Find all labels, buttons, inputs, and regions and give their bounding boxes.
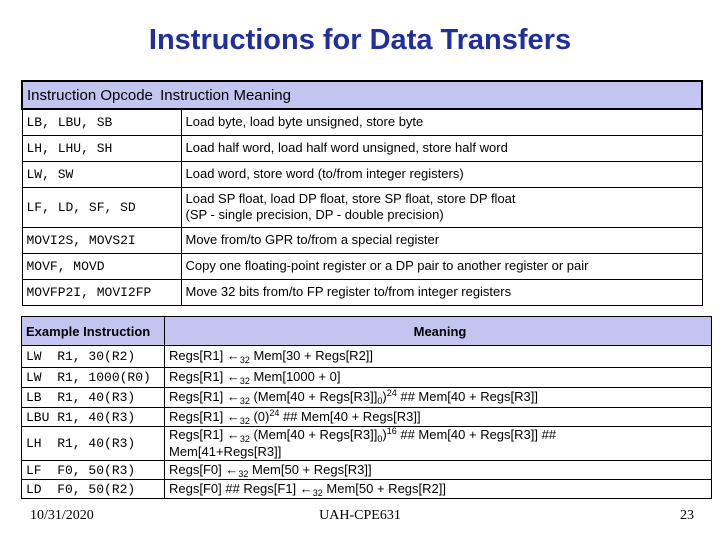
example-meaning-cell: [165, 480, 712, 499]
meaning-text: Regs[F0] ## Regs[F1]: [169, 480, 300, 496]
meaning-cell: Load half word, load half word unsigned, store half word: [181, 135, 702, 161]
meaning-text: ): [382, 427, 387, 442]
example-row: [22, 480, 712, 499]
meaning-text: ## Mem[40 + Regs[R3]] ##: [396, 427, 557, 442]
opcode-row: [22, 135, 702, 161]
meaning-line: [169, 427, 711, 444]
meaning-cell: [181, 187, 702, 227]
meaning-text: Mem[1000 + 0]: [249, 369, 341, 384]
slide-title: Instructions for Data Transfers: [148, 24, 572, 56]
meaning-text: ): [382, 389, 387, 404]
opcodes-table: [21, 80, 703, 306]
meaning-text: Regs[R1]: [169, 408, 227, 424]
opcodes-header-cell: [22, 81, 702, 109]
meaning-column-header: Meaning: [165, 317, 712, 346]
footer-course: UAH-CPE631: [319, 508, 401, 523]
replication-superscript: 24: [386, 388, 397, 398]
meaning-text: ## Mem[40 + Regs[R3]]: [396, 389, 538, 404]
example-row: [22, 408, 712, 427]
example-row: [22, 388, 712, 408]
opcode-cell: MOVFP2I, MOVI2FP: [22, 279, 181, 305]
meaning-text: Regs[R1]: [169, 348, 227, 363]
opcode-cell: LB, LBU, SB: [22, 109, 181, 135]
opcode-row: [22, 109, 702, 135]
meaning-cell: Move 32 bits from/to FP register to/from integer registers: [181, 279, 702, 305]
example-cell: LH R1, 40(R3): [22, 427, 165, 461]
example-meaning-cell: [165, 388, 712, 408]
examples-table-header: [22, 317, 712, 346]
meaning-line: (SP - single precision, DP - double precision): [185, 207, 444, 222]
arrow-subscript: 32: [312, 487, 323, 498]
arrow-subscript: 32: [239, 376, 250, 386]
opcode-row: [22, 253, 702, 279]
left-arrow-icon: ←: [226, 389, 240, 404]
meaning-text: Regs[R1]: [169, 427, 227, 442]
example-row: [22, 427, 712, 461]
meaning-text: Mem[30 + Regs[R2]]: [249, 348, 374, 363]
meaning-text: Mem[50 + Regs[R3]]: [248, 461, 372, 477]
left-arrow-icon: ←: [226, 348, 240, 363]
example-cell: LW R1, 1000(R0): [22, 368, 165, 388]
opcodes-table-header: [22, 81, 702, 109]
arrow-subscript: 32: [239, 415, 250, 426]
left-arrow-icon: ←: [226, 427, 240, 442]
meaning-cell: Load byte, load byte unsigned, store byte: [181, 109, 702, 135]
meaning-line: Mem[41+Regs[R3]]: [169, 444, 282, 459]
opcode-cell: LF, LD, SF, SD: [22, 187, 181, 227]
meaning-cell: Load word, store word (to/from integer registers): [181, 161, 702, 187]
opcode-column-header: Instruction Opcode: [27, 86, 153, 104]
page-number: 23: [680, 508, 694, 523]
left-arrow-icon: ←: [299, 480, 313, 496]
opcode-row: [22, 279, 702, 305]
opcode-row: [22, 161, 702, 187]
opcode-row: [22, 187, 702, 227]
example-cell: LBU R1, 40(R3): [22, 408, 165, 427]
bit-subscript: 0: [377, 396, 383, 406]
left-arrow-icon: ←: [226, 369, 240, 384]
example-meaning-cell: [165, 427, 712, 461]
meaning-column-header: Instruction Meaning: [160, 86, 291, 104]
meaning-text: Regs[R1]: [169, 369, 227, 384]
examples-table: [21, 316, 712, 499]
footer-date: 10/31/2020: [30, 508, 94, 523]
example-row: [22, 368, 712, 388]
meaning-text: ## Mem[40 + Regs[R3]]: [279, 408, 421, 424]
meaning-text: (Mem[40 + Regs[R3]]: [249, 427, 378, 442]
example-meaning-cell: [165, 346, 712, 368]
example-row: [22, 461, 712, 480]
meaning-line: Load SP float, load DP float, store SP float, store DP float: [185, 191, 516, 206]
opcode-row: [22, 227, 702, 253]
replication-superscript: 24: [269, 407, 280, 418]
opcode-cell: LH, LHU, SH: [22, 135, 181, 161]
example-cell: LW R1, 30(R2): [22, 346, 165, 368]
meaning-text: Mem[50 + Regs[R2]]: [322, 480, 446, 496]
opcode-cell: MOVF, MOVD: [22, 253, 181, 279]
opcode-cell: LW, SW: [22, 161, 181, 187]
meaning-text: Regs[R1]: [169, 389, 227, 404]
example-cell: LB R1, 40(R3): [22, 388, 165, 408]
meaning-text: Regs[F0]: [169, 461, 226, 477]
meaning-text: (Mem[40 + Regs[R3]]: [249, 389, 378, 404]
example-meaning-cell: [165, 461, 712, 480]
example-column-header: Example Instruction: [22, 317, 165, 346]
replication-superscript: 16: [386, 426, 397, 436]
arrow-subscript: 32: [239, 355, 250, 365]
example-meaning-cell: [165, 408, 712, 427]
arrow-subscript: 32: [239, 434, 250, 444]
example-cell: LD F0, 50(R2): [22, 480, 165, 499]
arrow-subscript: 32: [238, 468, 249, 479]
example-meaning-cell: [165, 368, 712, 388]
meaning-cell: Move from/to GPR to/from a special register: [181, 227, 702, 253]
bit-subscript: 0: [377, 434, 383, 444]
meaning-text: (0): [249, 408, 270, 424]
left-arrow-icon: ←: [226, 408, 240, 424]
example-cell: LF F0, 50(R3): [22, 461, 165, 480]
arrow-subscript: 32: [239, 396, 250, 406]
left-arrow-icon: ←: [225, 461, 239, 477]
opcode-cell: MOVI2S, MOVS2I: [22, 227, 181, 253]
meaning-cell: Copy one floating-point register or a DP pair to another register or pair: [181, 253, 702, 279]
example-row: [22, 346, 712, 368]
